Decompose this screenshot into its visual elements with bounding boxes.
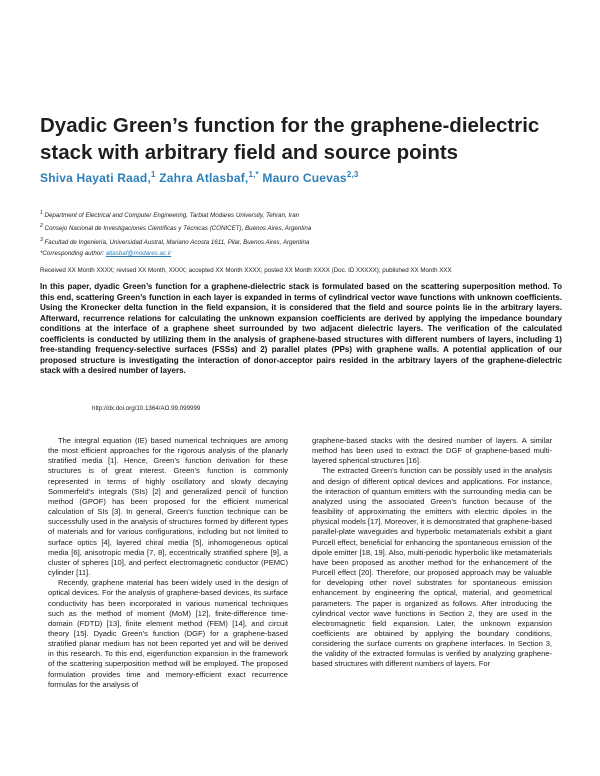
affiliation-list [40, 208, 580, 248]
affiliation-1: $^1$ Department of Electrical and Computer Engineering, Tarbiat Modares University, Tehran, Iran [40, 210, 300, 220]
doi-link[interactable]: http://dx.doi.org/10.1364/AO.99.099999 [92, 405, 201, 412]
author-2: Zahra Atlasbaf,$^{1,*}$ [159, 170, 259, 185]
body-column-left [48, 436, 288, 690]
corresponding-email-link[interactable]: atlasbaf@modares.ac.ir [105, 250, 172, 257]
body-paragraph: The integral equation (IE) based numerical techniques are among the most efficient approaches for the rigorous analysis of the planarly stratified media [1]. Hence, Green’s function derivation for these structures is of great interest. Green’s function is commonly represented in terms of highly oscillatory and slowly decaying Sommerfeld’s integrals (SIs) [2] and generalized pencil of function method (GPOF) has been proposed for the efficient numerical calculation of SIs [3]. In general, Green’s function technique can be successfully used in the analysis of structures formed by different types of materials and for various configurations, including but not limited to surface optics [4], layered chiral media [5], inhomogeneous optical media [6], anisotropic media [7, 8], eccentrically stratified sphere [9], a cluster of spheres [10], and perfect electromagnetic conductor (PEMC) cylinder [11]. [48, 436, 288, 578]
received-dates: Received XX Month XXXX; revised XX Month, XXXX; accepted XX Month XXXX; posted XX Month XXXX (Doc. ID XXXXX); published XX Month XXX [40, 267, 452, 274]
body-column-right [312, 436, 552, 670]
author-1: Shiva Hayati Raad,$^1$ [40, 170, 156, 185]
affiliation-2: $^2$ Consejo Nacional de Investigaciones Científicas y Técnicas (CONICET), Buenos Aires, Argentina [40, 223, 312, 233]
abstract: In this paper, dyadic Green’s function for a graphene-dielectric stack is formulated based on the scattering superposition method. To this end, scattering Green’s function in each layer is expanded in terms of cylindrical vector wave functions with unknown coefficients. Using the Kronecker delta function in the field expansion, it is considered that the field and source points lie in the arbitrary layers. Afterward, recurrence relations for calculating the unknown expansion coefficients are derived by applying the impedance boundary conditions at the interface of a graphene sheet surrounded by two adjacent dielectric layers. The verification of the calculated coefficients is conducted by utilizing them in the analysis of graphene-based structures with different numbers of layers, including 1) free-standing frequency-selective surfaces (FSSs) and 2) parallel plates (PPs) with graphene walls. A potential application of our proposed structure is investigating the interaction of donor-acceptor pairs resided in the arbitrary layers of the graphene-dielectric stack with a desired number of layers. [40, 282, 562, 376]
corresponding-author: *Corresponding author: atlasbaf@modares.ac.ir [40, 250, 172, 257]
author-3: Mauro Cuevas$^{2,3}$ [262, 170, 359, 185]
paper-title: Dyadic Green’s function for the graphene-dielectric stack with arbitrary field and source points [40, 114, 540, 164]
affiliation-3: $^3$ Facultad de Ingeniería, Universidad Austral, Mariano Acosta 1611, Pilar, Buenos Aires, Argentina [40, 236, 310, 246]
body-paragraph: graphene-based stacks with the desired number of layers. A similar method has been used to extract the DGF of graphene-based multi-layered spherical structures [16]. [312, 436, 552, 466]
body-paragraph: The extracted Green’s function can be possibly used in the analysis and design of different optical devices and applications. For instance, the interaction of quantum emitters with the surrounding media can be analyzed using the associated Green’s function because of the feasibility of approximating the emitters with electric dipoles in the physical models [17]. Moreover, it is demonstrated that graphene-based parallel-plate waveguides and hyperbolic metamaterials exhibit a giant Purcell effect, beneficial for enhancing the spontaneous emission of the dipole emitter [18, 19]. Also, multi-periodic hyperbolic like metamaterials have been proposed as another method for the enhancement of the Purcell effect [20]. Therefore, our proposed approach may be valuable for developing other novel substrates for spontaneous emission enhancement by engineering the optical, material, and geometrical parameters. The paper is organized as follows. After introducing the cylindrical vector wave functions in Section 2, they are used in the electromagnetic field expansion. Later, the unknown expansion coefficients are obtained by applying the boundary conditions, considering the surface currents on graphene interfaces. In Section 3, the validity of the extracted formulas is verified by analyzing graphene-based structures with different numbers of layers. For [312, 466, 552, 669]
body-paragraph: Recently, graphene material has been widely used in the design of optical devices. For the analysis of graphene-based devices, its surface conductivity has been incorporated in various numerical techniques such as the method of moment (MoM) [12], finite-difference time-domain (FDTD) [13], finite element method (FEM) [14], and circuit theory [15]. Dyadic Green’s function (DGF) for a graphene-based stratified planar medium has not been reported yet and will be derived in this research. To this end, eigenfunction expansion in the framework of the scattering superposition method will be employed. The proposed formulation provides time and memory-efficient exact recurrence formulas for the analysis of [48, 578, 288, 689]
author-list [40, 170, 580, 185]
